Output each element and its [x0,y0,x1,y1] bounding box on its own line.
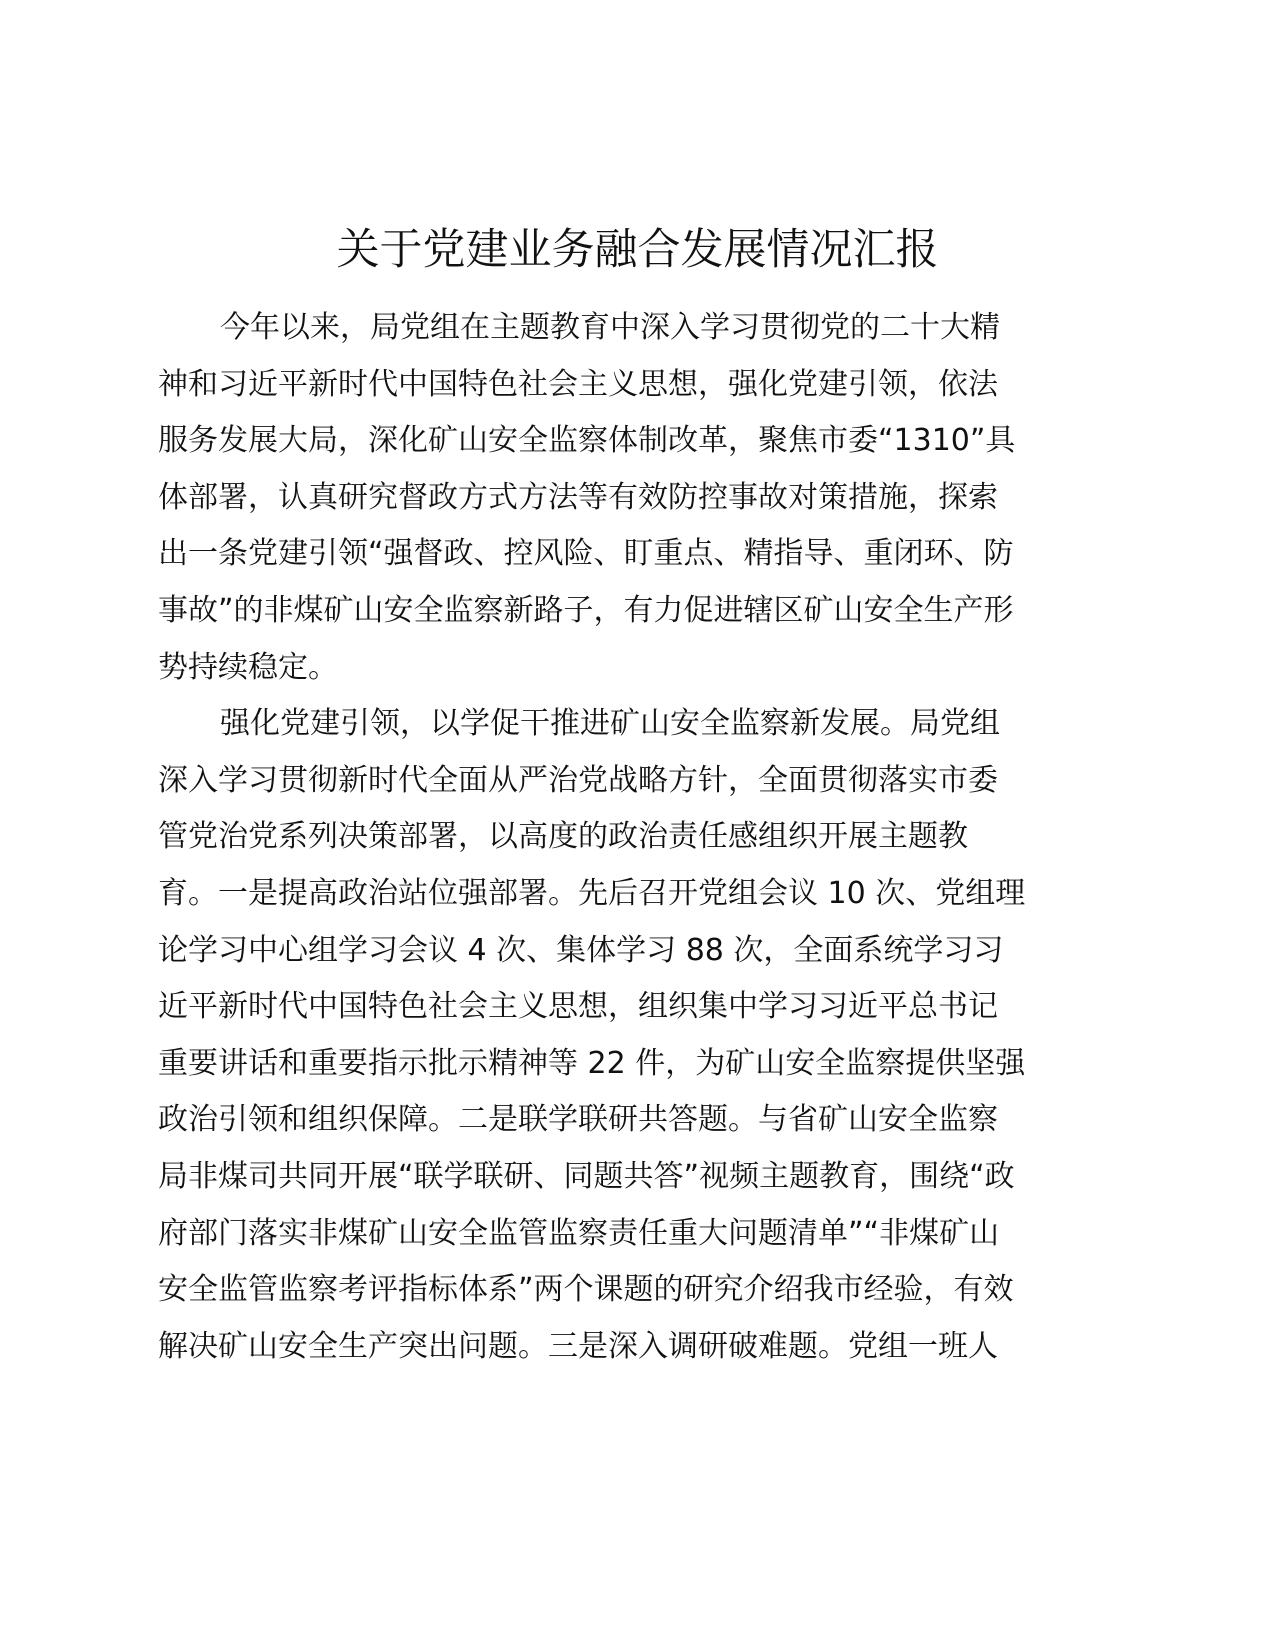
paragraph-2-line-7: 重要讲话和重要指示批示精神等 22 件，为矿山安全监察提供坚强 [158,1045,1026,1081]
paragraph-1-line-1: 今年以来，局党组在主题教育中深入学习贯彻党的二十大精 [220,310,1000,345]
paragraph-1-line-7: 势持续稳定。 [158,649,338,685]
paragraph-2-line-4: 育。一是提高政治站位强部署。先后召开党组会议 10 次、党组理 [158,875,1026,911]
paragraph-1-line-3: 服务发展大局，深化矿山安全监察体制改革，聚焦市委“1310”具 [158,423,1016,459]
paragraph-2-line-11: 安全监管监察考评指标体系”两个课题的研究介绍我市经验，有效 [158,1272,1014,1308]
document-title: 关于党建业务融合发展情况汇报 [336,225,939,275]
paragraph-2-line-10: 府部门落实非煤矿山安全监管监察责任重大问题清单”“非煤矿山 [158,1215,1000,1251]
paragraph-2-line-3: 管党治党系列决策部署，以高度的政治责任感组织开展主题教 [158,819,968,855]
paragraph-2-line-6: 近平新时代中国特色社会主义思想，组织集中学习习近平总书记 [158,989,998,1025]
paragraph-1-line-4: 体部署，认真研究督政方式方法等有效防控事故对策措施，探索 [158,479,998,515]
paragraph-1-line-5: 出一条党建引领“强督政、控风险、盯重点、精指导、重闭环、防 [158,536,1014,572]
paragraph-2-line-8: 政治引领和组织保障。二是联学联研共答题。与省矿山安全监察 [158,1102,998,1138]
document-body [158,300,1098,1375]
paragraph-2-line-12: 解决矿山安全生产突出问题。三是深入调研破难题。党组一班人 [158,1328,998,1364]
paragraph-2-line-9: 局非煤司共同开展“联学联研、同题共答”视频主题教育，围绕“政 [158,1158,1015,1194]
paragraph-1-line-6: 事故”的非煤矿山安全监察新路子，有力促进辖区矿山安全生产形 [158,592,1014,628]
paragraph-1-line-2: 神和习近平新时代中国特色社会主义思想，强化党建引领，依法 [158,366,998,402]
paragraph-2-line-1: 强化党建引领，以学促干推进矿山安全监察新发展。局党组 [220,706,1000,742]
paragraph-2-line-5: 论学习中心组学习会议 4 次、集体学习 88 次，全面系统学习习 [158,932,1004,968]
paragraph-2-line-2: 深入学习贯彻新时代全面从严治党战略方针，全面贯彻落实市委 [158,762,998,798]
